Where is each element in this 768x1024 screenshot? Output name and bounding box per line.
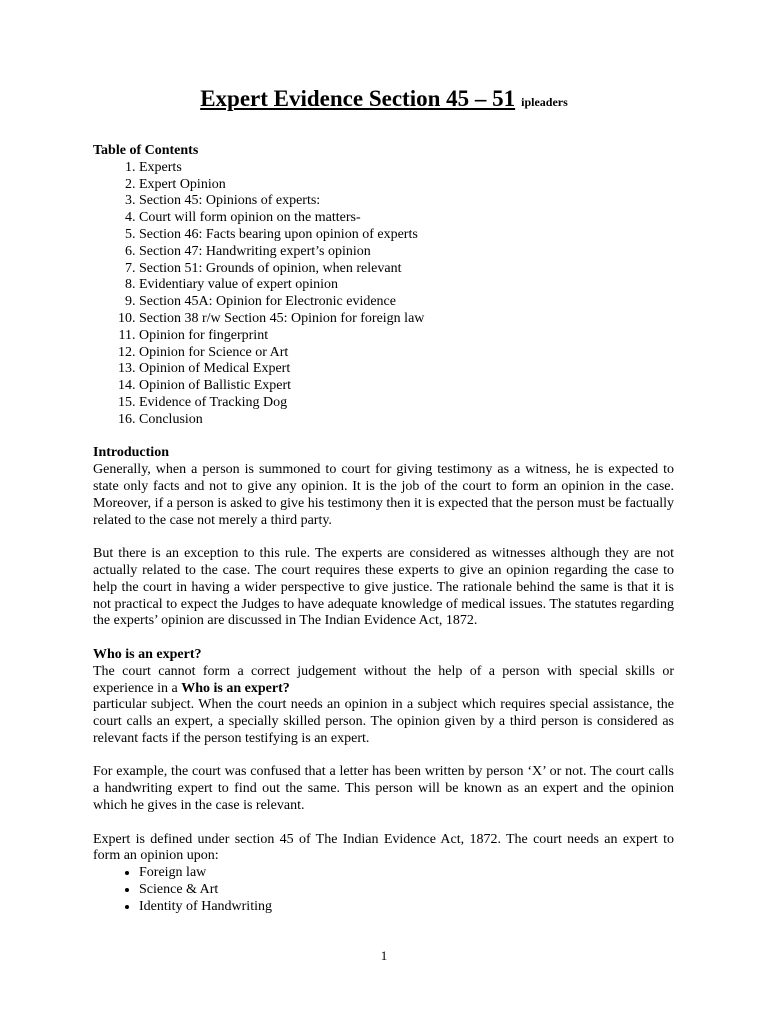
toc-item: 13. Opinion of Medical Expert	[139, 361, 674, 378]
toc-item: 5. Section 46: Facts bearing upon opinion of experts	[139, 227, 674, 244]
toc-item: 4. Court will form opinion on the matters-	[139, 210, 674, 227]
page-number: 1	[380, 948, 388, 963]
toc-item: 15. Evidence of Tracking Dog	[139, 395, 674, 412]
toc-item: 12. Opinion for Science or Art	[139, 345, 674, 362]
title-row	[0, 86, 768, 112]
toc-item: 14. Opinion of Ballistic Expert	[139, 378, 674, 395]
toc-item: 11. Opinion for fingerprint	[139, 328, 674, 345]
bullet-item: • Identity of Handwriting	[139, 899, 674, 916]
toc-item: 16. Conclusion	[139, 412, 674, 429]
toc-item: 1. Experts	[139, 160, 674, 177]
expert-paragraph-3: Expert is defined under section 45 of The Indian Evidence Act, 1872. The court needs an expert to form an opinion upon:	[93, 831, 674, 864]
toc-item: 3. Section 45: Opinions of experts:	[139, 193, 674, 210]
page-title: Expert Evidence Section 45 – 51	[200, 86, 516, 111]
toc-item: 7. Section 51: Grounds of opinion, when relevant	[139, 261, 674, 278]
expert-paragraph-2: For example, the court was confused that a letter has been written by person ‘X’ or not. The court calls a handwriting expert to find out the same. This person will be known as an expert and the opinion which he gives in the case is relevant.	[93, 764, 674, 814]
bullet-item: • Science & Art	[139, 882, 674, 899]
intro-paragraph-2: But there is an exception to this rule. The experts are considered as witnesses although they are not actually related to the case. The court requires these experts to give an opinion regarding the case to help the court in having a wider perspective to give justice. The rationale behind the same is that it is not practical to expect the Judges to have adequate knowledge of medical issues. The statutes regarding the experts’ opinion are discussed in The Indian Evidence Act, 1872.	[93, 546, 674, 629]
bullet-item: • Foreign law	[139, 865, 674, 882]
toc-item: 6. Section 47: Handwriting expert’s opinion	[139, 244, 674, 261]
expert-inline-heading: Who is an expert?	[181, 680, 290, 696]
expert-paragraph-1-continued: particular subject. When the court needs an opinion in a subject which requires special assistance, the court calls an expert, a specially skilled person. The opinion given by a third person is considered as relevant facts if the person testifying is an expert.	[93, 697, 674, 746]
document-body	[93, 143, 674, 916]
intro-heading: Introduction	[93, 445, 169, 461]
expert-paragraph-1-start: The court cannot form a correct judgement without the help of a person with special skills or experience in a	[93, 663, 674, 696]
expert-bullet-list	[93, 865, 674, 915]
brand-label: ipleaders	[521, 95, 568, 109]
toc-list	[93, 160, 674, 429]
toc-heading: Table of Contents	[93, 143, 199, 158]
intro-paragraph-1: Generally, when a person is summoned to court for giving testimony as a witness, he is expected to state only facts and not to give any opinion. It is the job of the court to form an opinion in the case. Moreover, if a person is asked to give his testimony then it is expected that the person must be factually related to the case not merely a third party.	[93, 462, 674, 528]
toc-item: 10. Section 38 r/w Section 45: Opinion for foreign law	[139, 311, 674, 328]
toc-item: 8. Evidentiary value of expert opinion	[139, 277, 674, 294]
expert-paragraph-1	[93, 664, 674, 698]
expert-heading: Who is an expert?	[93, 646, 202, 662]
toc-item: 9. Section 45A: Opinion for Electronic evidence	[139, 294, 674, 311]
toc-item: 2. Expert Opinion	[139, 177, 674, 194]
